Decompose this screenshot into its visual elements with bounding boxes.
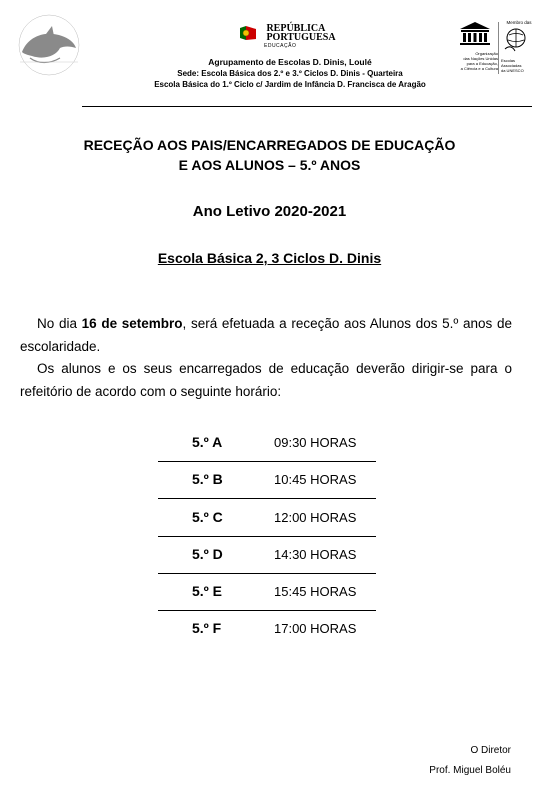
republica-portuguesa-logo	[238, 23, 336, 49]
class-label: 5.º A	[192, 434, 223, 450]
unesco-text-line: das Nações Unidas	[463, 56, 498, 61]
unesco-logo	[452, 20, 498, 71]
time-label: 10:45 HORAS	[274, 472, 357, 488]
class-label: 5.º F	[192, 620, 222, 637]
unesco-text-line: Organização	[475, 51, 498, 56]
republica-text	[266, 24, 335, 42]
header-text	[130, 57, 450, 90]
portugal-flag-icon	[238, 24, 258, 42]
schedule-table	[158, 430, 378, 654]
class-label: 5.º C	[192, 508, 223, 525]
school-year: Ano Letivo 2020-2021	[192, 203, 347, 220]
unesco-associated-schools	[501, 20, 537, 73]
schedule-row	[158, 542, 378, 579]
class-label: 5.º B	[192, 471, 223, 488]
document-title-line2: E AOS ALUNOS – 5.º ANOS	[178, 157, 361, 173]
time-label: 15:45 HORAS	[274, 584, 357, 600]
sede-line: Sede: Escola Básica dos 2.º e 3.º Ciclos D. Dinis - Quarteira	[177, 69, 403, 78]
row-divider	[158, 498, 376, 499]
time-label: 14:30 HORAS	[274, 546, 357, 562]
unesco-text	[452, 51, 498, 71]
time-label: 12:00 HORAS	[274, 509, 357, 525]
time-label: 17:00 HORAS	[274, 621, 357, 637]
paragraph-date	[20, 312, 512, 358]
schedule-row	[158, 579, 378, 616]
mentor-title: Membro das	[506, 20, 532, 25]
schedule-row	[158, 467, 378, 504]
mentor-text-line: da UNESCO	[501, 68, 524, 73]
para1-text-end: , será efetuada a receção aos Alunos dos 5.º anos de escolaridade.	[20, 316, 512, 354]
republica-sub: EDUCAÇÃO	[264, 43, 297, 49]
row-divider	[158, 536, 376, 537]
schedule-row	[158, 505, 378, 542]
mentor-text-line: Escolas	[501, 58, 516, 63]
school-name: Escola Básica 2, 3 Ciclos D. Dinis	[157, 250, 382, 266]
republica-line2: PORTUGUESA	[266, 32, 336, 43]
unesco-divider	[498, 22, 499, 74]
document-title-line1: RECEÇÃO AOS PAIS/ENCARREGADOS DE EDUCAÇÃO	[83, 137, 456, 153]
class-label: 5.º D	[192, 545, 223, 562]
mentor-text	[501, 58, 537, 73]
school-logo	[10, 6, 88, 84]
row-divider	[158, 461, 376, 462]
unesco-text-line: a Ciência e a Cultura	[460, 66, 498, 71]
globe-hands-icon	[501, 25, 531, 53]
para1-date: 16 de setembro	[81, 316, 183, 331]
time-label: 09:30 HORAS	[274, 435, 357, 450]
class-label: 5.º E	[192, 583, 223, 600]
republica-line1: REPÚBLICA	[266, 23, 326, 34]
paragraph-instructions: Os alunos e os seus encarregados de educação deverão dirigir-se para o refeitório de acordo com o seguinte horário:	[20, 361, 512, 399]
header-divider	[82, 106, 532, 107]
unesco-temple-icon	[458, 20, 492, 46]
dolphin-logo-icon	[10, 6, 88, 84]
para1-text: No dia	[37, 316, 82, 331]
signature-name: Prof. Miguel Boléu	[429, 765, 511, 776]
row-divider	[158, 610, 376, 611]
signature-role: O Diretor	[470, 745, 511, 756]
unesco-text-line: para a Educação,	[466, 61, 498, 66]
schedule-row	[158, 616, 378, 653]
mentor-text-line: Associadas	[501, 63, 522, 68]
schedule-row	[158, 430, 378, 467]
row-divider	[158, 573, 376, 574]
escola-basica-line: Escola Básica do 1.º Ciclo c/ Jardim de Infância D. Francisca de Aragão	[154, 80, 426, 89]
agrupamento-line: Agrupamento de Escolas D. Dinis, Loulé	[208, 57, 372, 67]
